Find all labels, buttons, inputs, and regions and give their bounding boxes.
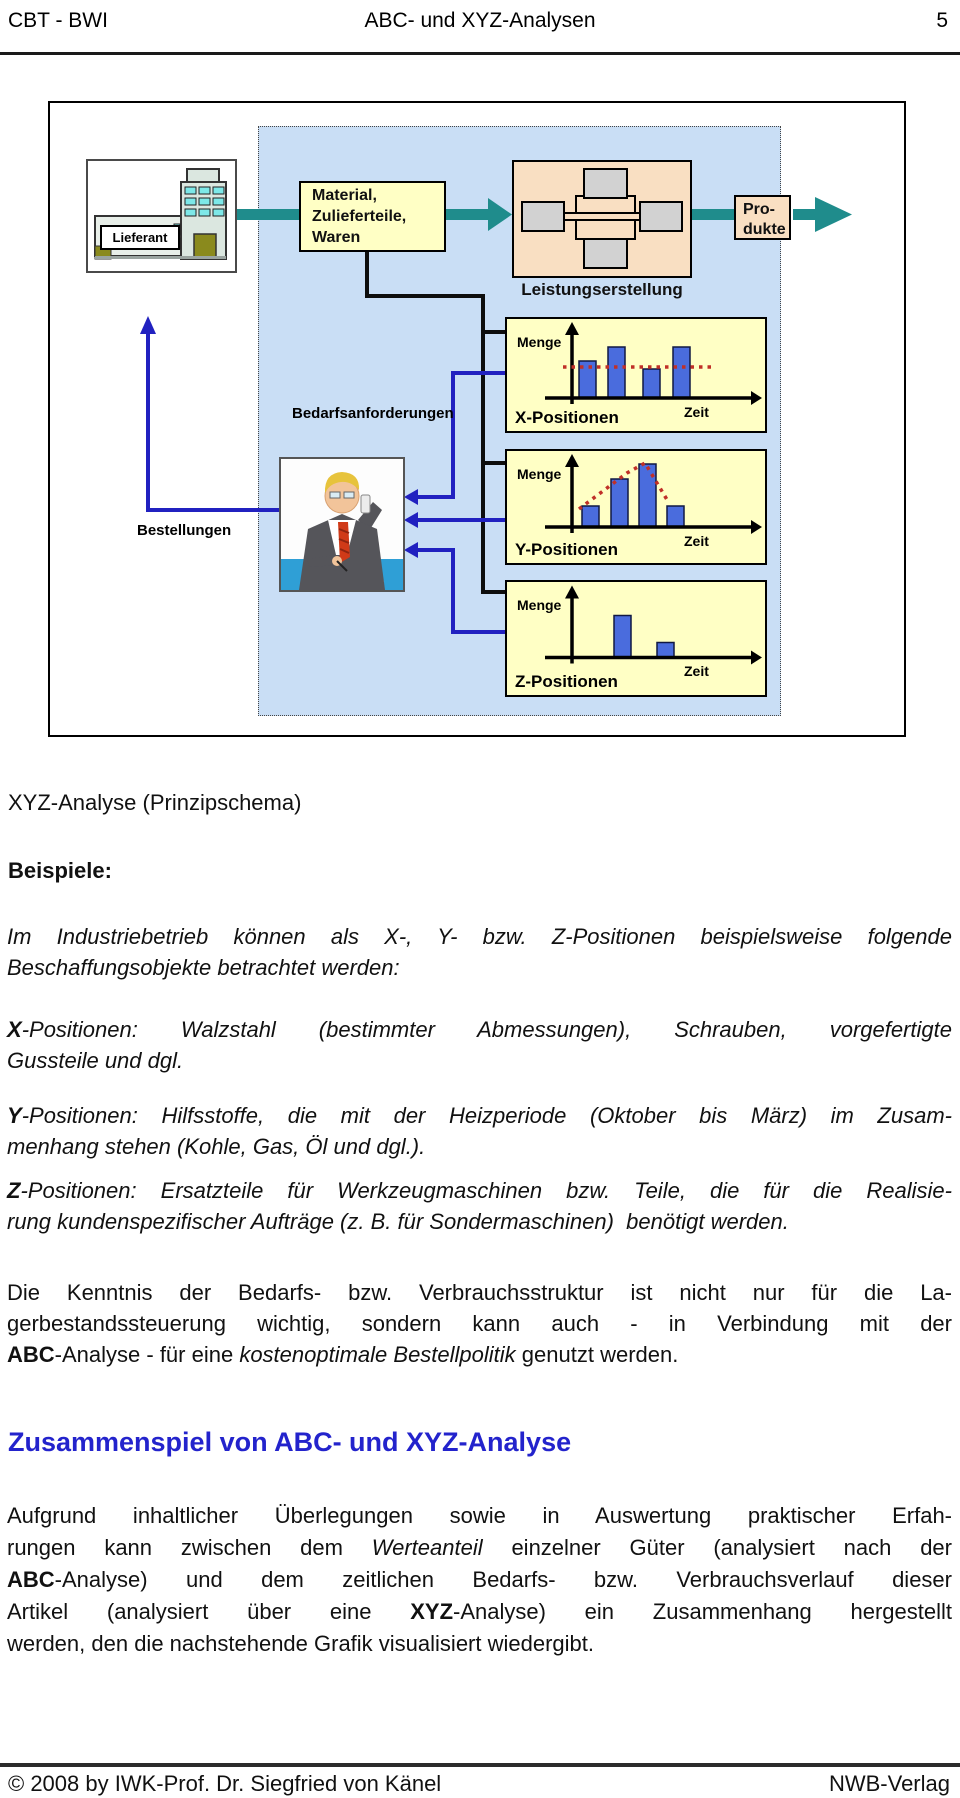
orders-label: Bestellungen bbox=[137, 522, 232, 539]
paragraph-knowledge bbox=[7, 1277, 952, 1370]
supplier-label: Lieferant bbox=[100, 225, 180, 250]
header-left: CBT - BWI bbox=[8, 9, 108, 32]
supplier-figure bbox=[86, 159, 237, 273]
footer-copyright: © 2008 by IWK-Prof. Dr. Siegfried von Känel bbox=[8, 1771, 442, 1796]
figure-caption: XYZ-Analyse (Prinzipschema) bbox=[8, 790, 302, 815]
products-line: Pro- bbox=[743, 201, 775, 218]
production-machine-icon bbox=[512, 160, 692, 278]
header-title: ABC- und XYZ-Analysen bbox=[364, 9, 596, 32]
chart-name-label: Z-Positionen bbox=[515, 672, 618, 691]
text-line: X-Positionen: Walzstahl (bestimmter Abmessungen), Schrauben, vorgefertigte bbox=[7, 1017, 952, 1042]
examples-heading: Beispiele: bbox=[8, 858, 112, 883]
chart-name-label: X-Positionen bbox=[515, 408, 619, 427]
paragraph-intro bbox=[7, 921, 952, 983]
text-line: Die Kenntnis der Bedarfs- bzw. Verbrauchsstruktur ist nicht nur für die La- bbox=[7, 1280, 952, 1305]
time-axis-label: Zeit bbox=[684, 404, 709, 420]
text-line: Beschaffungsobjekte betrachtet werden: bbox=[7, 955, 400, 980]
paragraph-y-positions bbox=[7, 1100, 952, 1162]
factory-building-icon bbox=[88, 161, 235, 271]
paragraph-x-positions bbox=[7, 1014, 952, 1076]
section-heading: Zusammenspiel von ABC- und XYZ-Analyse bbox=[8, 1427, 572, 1457]
material-box bbox=[299, 181, 446, 252]
x-positions-chart bbox=[505, 317, 767, 433]
text-line: menhang stehen (Kohle, Gas, Öl und dgl.). bbox=[7, 1134, 426, 1159]
footer-publisher: NWB-Verlag bbox=[828, 1771, 950, 1796]
header-rule bbox=[0, 52, 960, 55]
quantity-axis-label: Menge bbox=[517, 597, 562, 613]
text-line: ABC-Analyse) und dem zeitlichen Bedarfs- bzw. Verbrauchsverlauf dieser bbox=[7, 1567, 952, 1592]
text-line: rung kundenspezifischer Aufträge (z. B. für Sondermaschinen) benötigt werden. bbox=[7, 1209, 789, 1234]
time-axis-label: Zeit bbox=[684, 533, 709, 549]
time-axis-label: Zeit bbox=[684, 663, 709, 679]
material-line: Waren bbox=[312, 229, 361, 246]
quantity-axis-label: Menge bbox=[517, 334, 562, 350]
products-box bbox=[734, 195, 791, 240]
purchaser-figure bbox=[279, 457, 405, 592]
text-line: rungen kann zwischen dem Werteanteil einzelner Güter (analysiert nach der bbox=[7, 1535, 952, 1560]
text-line: Gussteile und dgl. bbox=[7, 1048, 184, 1073]
material-line: Zulieferteile, bbox=[312, 208, 407, 225]
footer-rule bbox=[0, 1763, 960, 1767]
quantity-axis-label: Menge bbox=[517, 466, 562, 482]
paragraph-z-positions bbox=[7, 1175, 952, 1237]
buyer-clipart-icon bbox=[281, 459, 403, 590]
y-positions-chart bbox=[505, 449, 767, 565]
xyz-schema-figure bbox=[48, 101, 906, 737]
page-number: 5 bbox=[936, 9, 948, 32]
material-line: Material, bbox=[312, 187, 377, 204]
text-line: Z-Positionen: Ersatzteile für Werkzeugmaschinen bzw. Teile, die für die Realisie- bbox=[7, 1178, 952, 1203]
demand-requirements-label: Bedarfsanforderungen bbox=[292, 405, 454, 422]
z-positions-chart bbox=[505, 580, 767, 697]
text-line: werden, den die nachstehende Grafik visualisiert wiedergibt. bbox=[7, 1631, 594, 1656]
chart-name-label: Y-Positionen bbox=[515, 540, 618, 559]
text-line: Im Industriebetrieb können als X-, Y- bzw. Z-Positionen beispielsweise folgende bbox=[7, 924, 952, 949]
paragraph-interplay bbox=[7, 1500, 952, 1660]
text-line: Y-Positionen: Hilfsstoffe, die mit der Heizperiode (Oktober bis März) im Zusam- bbox=[7, 1103, 952, 1128]
products-line: dukte bbox=[743, 221, 786, 238]
text-line: Aufgrund inhaltlicher Überlegungen sowie in Auswertung praktischer Erfah- bbox=[7, 1503, 952, 1528]
text-line: ABC-Analyse - für eine kostenoptimale Bestellpolitik genutzt werden. bbox=[7, 1342, 679, 1367]
process-label: Leistungserstellung bbox=[521, 280, 683, 299]
text-line: gerbestandssteuerung wichtig, sondern kann auch - in Verbindung mit der bbox=[7, 1311, 952, 1336]
text-line: Artikel (analysiert über eine XYZ-Analyse) ein Zusammenhang hergestellt bbox=[7, 1599, 953, 1624]
